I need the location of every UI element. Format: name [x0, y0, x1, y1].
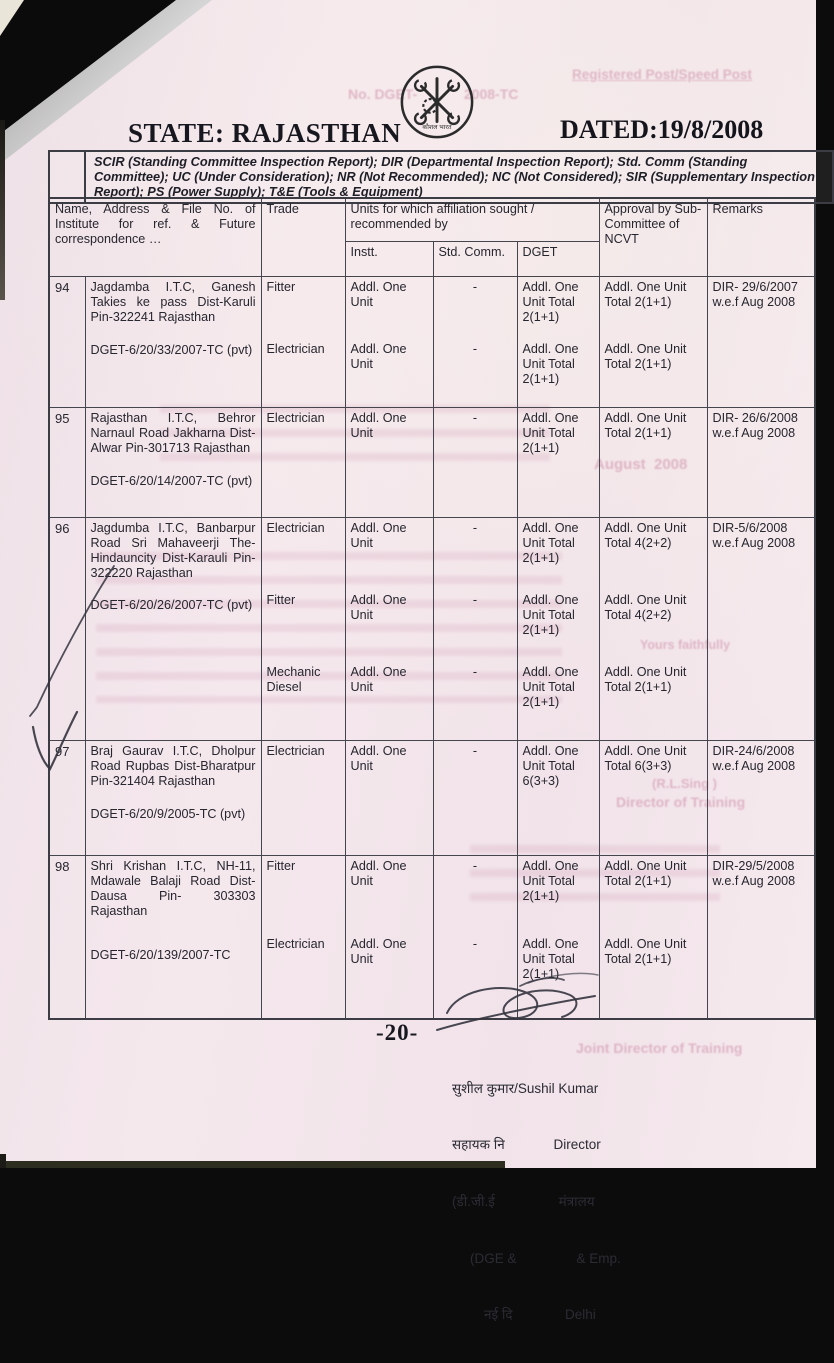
serial-number: 96 [49, 518, 85, 741]
instt-value: Addl. One Unit [350, 859, 407, 888]
trade-label: Fitter [266, 859, 296, 873]
std-comm-value: - [472, 665, 478, 679]
institute-cell [85, 518, 261, 741]
serial-number: 95 [49, 408, 85, 518]
approval-cell [599, 518, 707, 741]
dget-value: Addl. One Unit Total 6(3+3) [522, 744, 579, 788]
ghost-director-of-training: Director of Training [616, 794, 746, 810]
approval-value: Addl. One Unit Total 2(1+1) [604, 280, 687, 309]
trade-cell [261, 277, 345, 408]
trade-label: Fitter [266, 593, 296, 607]
instt-value: Addl. One Unit [350, 411, 407, 440]
col-header-dget: DGET [517, 242, 599, 277]
ghost-file-number: No. DGET- 2008-TC [348, 86, 519, 102]
scan-edge-bottom [0, 1161, 505, 1168]
file-number: DGET-6/20/26/2007-TC (pvt) [90, 598, 253, 613]
table-row [49, 856, 815, 1020]
approval-value: Addl. One Unit Total 4(2+2) [604, 521, 687, 550]
dget-value: Addl. One Unit Total 2(1+1) [522, 665, 579, 709]
std-comm-value: - [472, 280, 478, 294]
col-header-name: Name, Address & File No. of Institute for ref. & Future correspondence … [49, 198, 261, 277]
remarks-cell: DIR- 29/6/2007 w.e.f Aug 2008 [707, 277, 815, 408]
approval-value: Addl. One Unit Total 2(1+1) [604, 411, 687, 440]
dget-value: Addl. One Unit Total 2(1+1) [522, 521, 579, 565]
stamp-line: सहायक नि Director [452, 1137, 601, 1153]
stamp-line: (DGE & & Emp. [470, 1250, 621, 1266]
approval-cell [599, 741, 707, 856]
svg-text:कौशल भारत: कौशल भारत [422, 123, 452, 131]
trade-label: Electrician [266, 411, 325, 425]
dget-value: Addl. One Unit Total 2(1+1) [522, 937, 579, 981]
trade-label: Mechanic Diesel [266, 665, 321, 694]
std-comm-cell [433, 856, 517, 1020]
approval-value: Addl. One Unit Total 4(2+2) [604, 593, 687, 622]
affiliation-table [48, 197, 816, 1020]
trade-label: Electrician [266, 744, 325, 758]
std-comm-cell [433, 518, 517, 741]
dget-value: Addl. One Unit Total 2(1+1) [522, 593, 579, 637]
dget-cell [517, 856, 599, 1020]
institute-address: Jagdumba I.T.C, Banbarpur Road Sri Mahaveerji The-Hindauncity Dist-Karauli Pin-322220 Rajasthan [90, 521, 256, 580]
ghost-yours-faithfully: Yours faithfully [640, 638, 731, 652]
instt-value: Addl. One Unit [350, 937, 407, 966]
instt-cell [345, 277, 433, 408]
scan-edge-left [0, 120, 5, 300]
col-header-approval: Approval by Sub-Committee of NCVT [599, 198, 707, 277]
std-comm-value: - [472, 342, 478, 356]
instt-value: Addl. One Unit [350, 665, 407, 694]
col-header-std-comm: Std. Comm. [433, 242, 517, 277]
dget-cell [517, 408, 599, 518]
table-row [49, 408, 815, 518]
dget-value: Addl. One Unit Total 2(1+1) [522, 859, 579, 903]
table-row [49, 518, 815, 741]
ghost-registered-post: Registered Post/Speed Post [572, 67, 753, 82]
approval-value: Addl. One Unit Total 6(3+3) [604, 744, 687, 773]
std-comm-value: - [472, 744, 478, 758]
instt-value: Addl. One Unit [350, 280, 407, 309]
col-header-trade: Trade [261, 198, 345, 277]
instt-value: Addl. One Unit [350, 342, 407, 371]
instt-cell [345, 856, 433, 1020]
std-comm-cell [433, 277, 517, 408]
signature-stamp [452, 1042, 752, 1363]
ghost-signatory-name: (R.L.Sing ) [652, 776, 717, 791]
instt-value: Addl. One Unit [350, 744, 407, 773]
remarks-cell: DIR-24/6/2008 w.e.f Aug 2008 [707, 741, 815, 856]
dated-label: DATED:19/8/2008 [560, 115, 764, 144]
table-row [49, 277, 815, 408]
trade-cell [261, 408, 345, 518]
col-header-remarks: Remarks [707, 198, 815, 277]
approval-value: Addl. One Unit Total 2(1+1) [604, 937, 687, 966]
stamp-line: नई दि Delhi [484, 1307, 596, 1323]
institute-address: Rajasthan I.T.C, Behror Narnaul Road Jakharna Dist-Alwar Pin-301713 Rajasthan [90, 411, 256, 455]
serial-number: 97 [49, 741, 85, 856]
trade-label: Fitter [266, 280, 296, 294]
institute-cell [85, 741, 261, 856]
page-number: -20- [376, 1020, 419, 1045]
dget-cell [517, 518, 599, 741]
std-comm-value: - [472, 411, 478, 425]
institute-cell [85, 408, 261, 518]
std-comm-cell [433, 741, 517, 856]
dget-emblem-icon [398, 62, 476, 142]
std-comm-value: - [472, 937, 478, 951]
ghost-joint-director: Joint Director of Training [576, 1040, 743, 1056]
serial-number: 94 [49, 277, 85, 408]
trade-label: Electrician [266, 937, 325, 951]
serial-number: 98 [49, 856, 85, 1020]
col-header-instt: Instt. [345, 242, 433, 277]
remarks-cell: DIR-29/5/2008 w.e.f Aug 2008 [707, 856, 815, 1020]
std-comm-value: - [472, 859, 478, 873]
dget-cell [517, 741, 599, 856]
instt-value: Addl. One Unit [350, 593, 407, 622]
col-header-units: Units for which affiliation sought / recommended by [345, 198, 599, 242]
file-number: DGET-6/20/139/2007-TC [90, 948, 231, 963]
stamp-line: सुशील कुमार/Sushil Kumar [452, 1080, 599, 1096]
legend-text: SCIR (Standing Committee Inspection Report); DIR (Departmental Inspection Report); Std. Comm (Standing Committee); UC (Under Consideration); NR (Not Recommended); NC (Not Considered); SIR (Supplementary Inspection Report); PS (Power Supply); T&E (Tools & Equipment) [94, 154, 815, 200]
approval-cell [599, 408, 707, 518]
trade-label: Electrician [266, 342, 325, 356]
trade-label: Electrician [266, 521, 325, 535]
institute-address: Jagdamba I.T.C, Ganesh Takies ke pass Dist-Karuli Pin-322241 Rajasthan [90, 280, 256, 324]
trade-cell [261, 518, 345, 741]
file-number: DGET-6/20/33/2007-TC (pvt) [90, 342, 253, 357]
remarks-cell: DIR- 26/6/2008 w.e.f Aug 2008 [707, 408, 815, 518]
std-comm-cell [433, 408, 517, 518]
instt-cell [345, 408, 433, 518]
institute-cell [85, 856, 261, 1020]
approval-cell [599, 856, 707, 1020]
file-number: DGET-6/20/9/2005-TC (pvt) [90, 806, 246, 821]
ghost-august-2008: August 2008 [594, 456, 688, 473]
instt-value: Addl. One Unit [350, 521, 407, 550]
institute-address: Braj Gaurav I.T.C, Dholpur Road Rupbas Dist-Bharatpur Pin-321404 Rajasthan [90, 744, 256, 788]
approval-value: Addl. One Unit Total 2(1+1) [604, 859, 687, 888]
std-comm-value: - [472, 593, 478, 607]
remarks-cell: DIR-5/6/2008 w.e.f Aug 2008 [707, 518, 815, 741]
institute-cell [85, 277, 261, 408]
std-comm-value: - [472, 521, 478, 535]
stamp-line: (डी.जी.ई मंत्रालय [452, 1194, 595, 1210]
dget-value: Addl. One Unit Total 2(1+1) [522, 342, 579, 386]
page-title: STATE: RAJASTHAN [128, 118, 402, 148]
dget-value: Addl. One Unit Total 2(1+1) [522, 411, 579, 455]
file-number: DGET-6/20/14/2007-TC (pvt) [90, 473, 253, 488]
trade-cell [261, 856, 345, 1020]
approval-value: Addl. One Unit Total 2(1+1) [604, 665, 687, 694]
instt-cell [345, 741, 433, 856]
table-row [49, 741, 815, 856]
institute-address: Shri Krishan I.T.C, NH-11, Mdawale Balaji Road Dist-Dausa Pin- 303303 Rajasthan [90, 859, 256, 918]
dget-cell [517, 277, 599, 408]
dget-value: Addl. One Unit Total 2(1+1) [522, 280, 579, 324]
trade-cell [261, 741, 345, 856]
instt-cell [345, 518, 433, 741]
legend-empty-cell [50, 152, 86, 202]
scan-edge-bottom-corner [0, 1154, 6, 1168]
approval-cell [599, 277, 707, 408]
approval-value: Addl. One Unit Total 2(1+1) [604, 342, 687, 371]
